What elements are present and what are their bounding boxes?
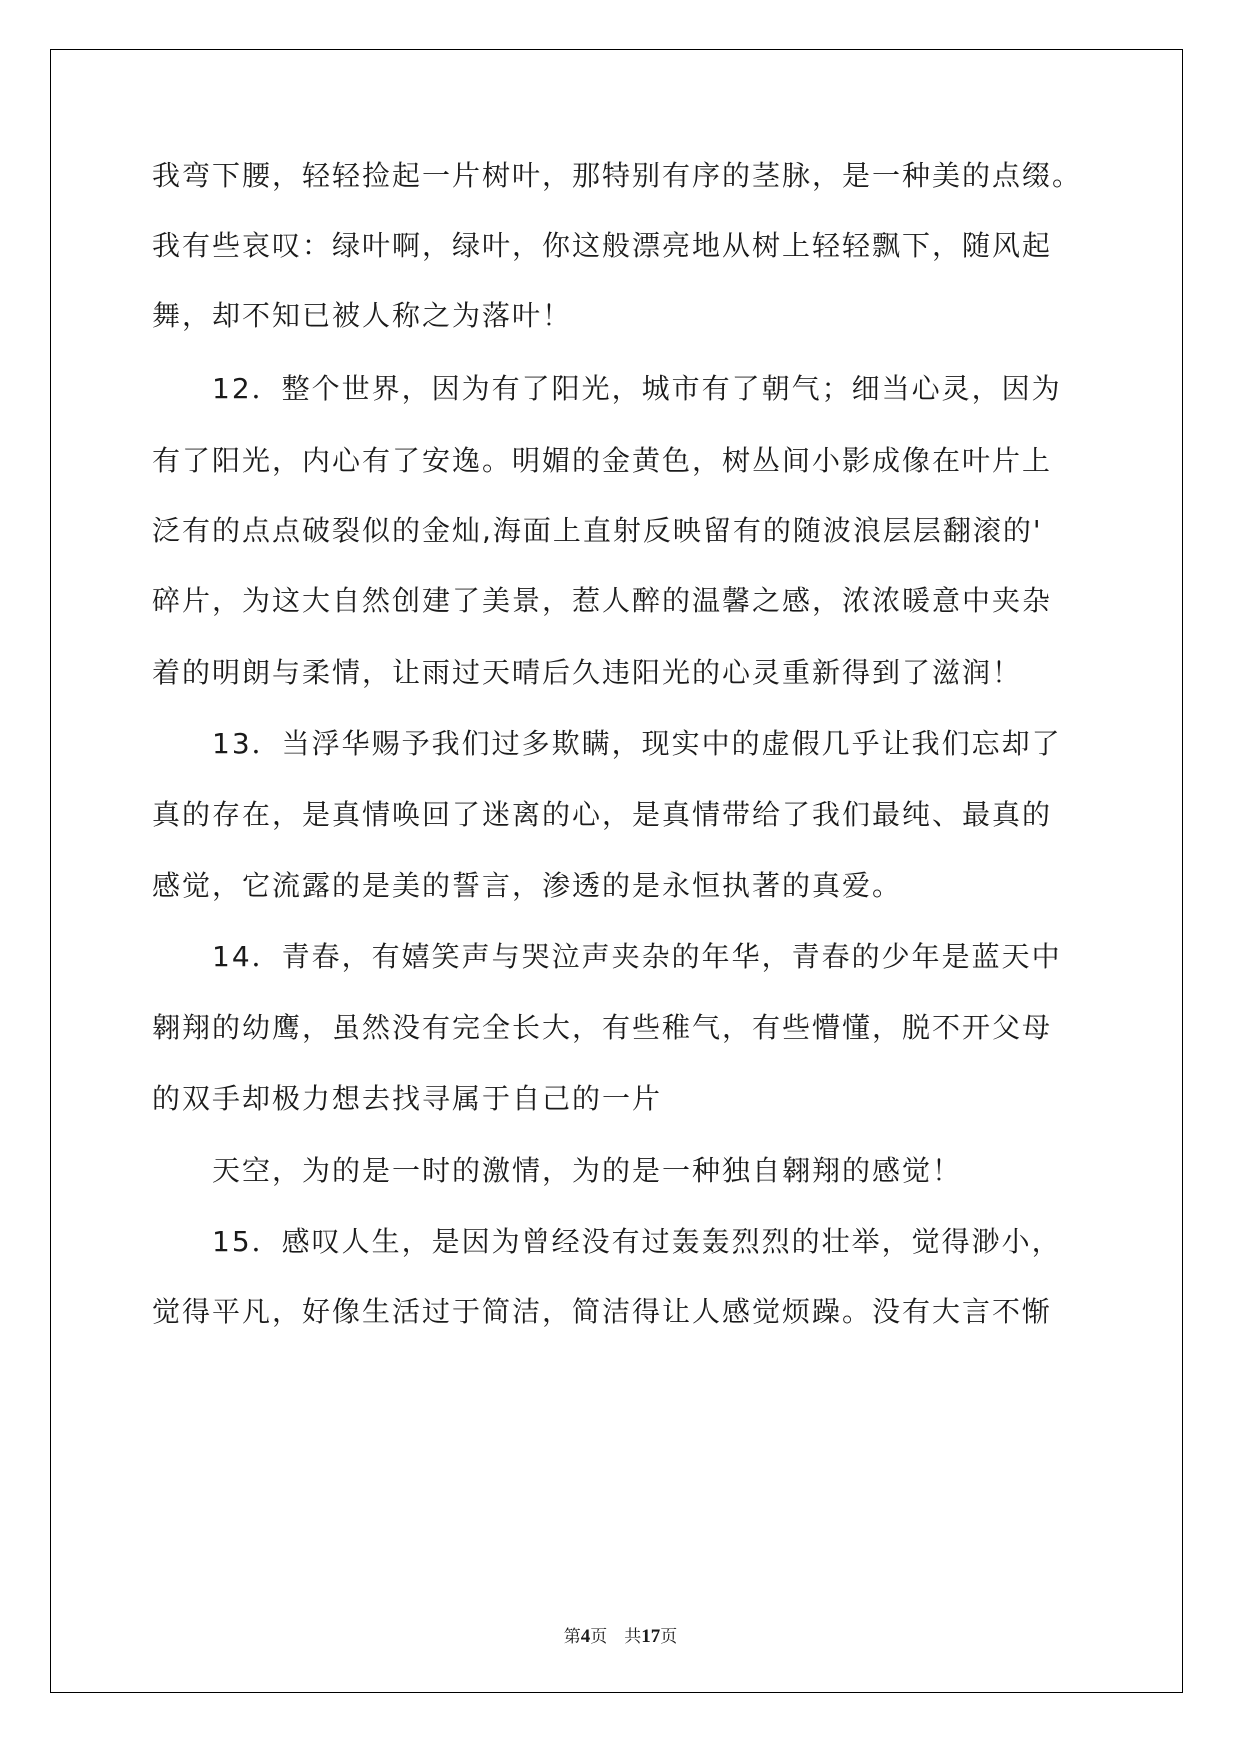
text-line: 翱翔的幼鹰，虽然没有完全长大，有些稚气，有些懵懂，脱不开父母 [152, 1011, 1053, 1044]
text-line: 着的明朗与柔情，让雨过天晴后久违阳光的心灵重新得到了滋润！ [152, 656, 1023, 689]
text-line: 碎片，为这大自然创建了美景，惹人醉的温馨之感，浓浓暖意中夹杂 [152, 584, 1053, 617]
text-line: 舞，却不知已被人称之为落叶！ [152, 299, 573, 332]
text-line: 的双手却极力想去找寻属于自己的一片 [152, 1082, 663, 1115]
page-number-current: 4 [580, 1626, 591, 1647]
page-number-middle: 页 共 [590, 1627, 642, 1647]
text-line: 我有些哀叹：绿叶啊，绿叶，你这般漂亮地从树上轻轻飘下，随风起 [152, 229, 1053, 262]
paragraph-continuation: 天空，为的是一时的激情，为的是一种独自翱翔的感觉！ [212, 1154, 963, 1187]
text-line: 有了阳光，内心有了安逸。明媚的金黄色，树丛间小影成像在叶片上 [152, 444, 1053, 477]
page-number-prefix: 第 [563, 1627, 581, 1647]
text-line: 泛有的点点破裂似的金灿,海面上直射反映留有的随波浪层层翻滚的' [152, 514, 1043, 547]
text-line: 真的存在，是真情唤回了迷离的心，是真情带给了我们最纯、最真的 [152, 798, 1053, 831]
paragraph-12-start: 12．整个世界，因为有了阳光，城市有了朝气；细当心灵，因为 [212, 372, 1062, 405]
text-line: 觉得平凡，好像生活过于简洁，简洁得让人感觉烦躁。没有大言不惭 [152, 1295, 1053, 1328]
paragraph-13-start: 13．当浮华赐予我们过多欺瞒，现实中的虚假几乎让我们忘却了 [212, 727, 1062, 760]
page-number-suffix: 页 [660, 1627, 678, 1647]
page-footer [0, 1625, 1241, 1649]
paragraph-14-start: 14．青春，有嬉笑声与哭泣声夹杂的年华，青春的少年是蓝天中 [212, 940, 1062, 973]
paragraph-15-start: 15．感叹人生，是因为曾经没有过轰轰烈烈的壮举，觉得渺小， [212, 1225, 1062, 1258]
text-line: 感觉，它流露的是美的誓言，渗透的是永恒执著的真爱。 [152, 869, 903, 902]
text-line: 我弯下腰，轻轻捡起一片树叶，那特别有序的茎脉，是一种美的点缀。 [152, 159, 1083, 192]
page-number-total: 17 [641, 1626, 661, 1647]
